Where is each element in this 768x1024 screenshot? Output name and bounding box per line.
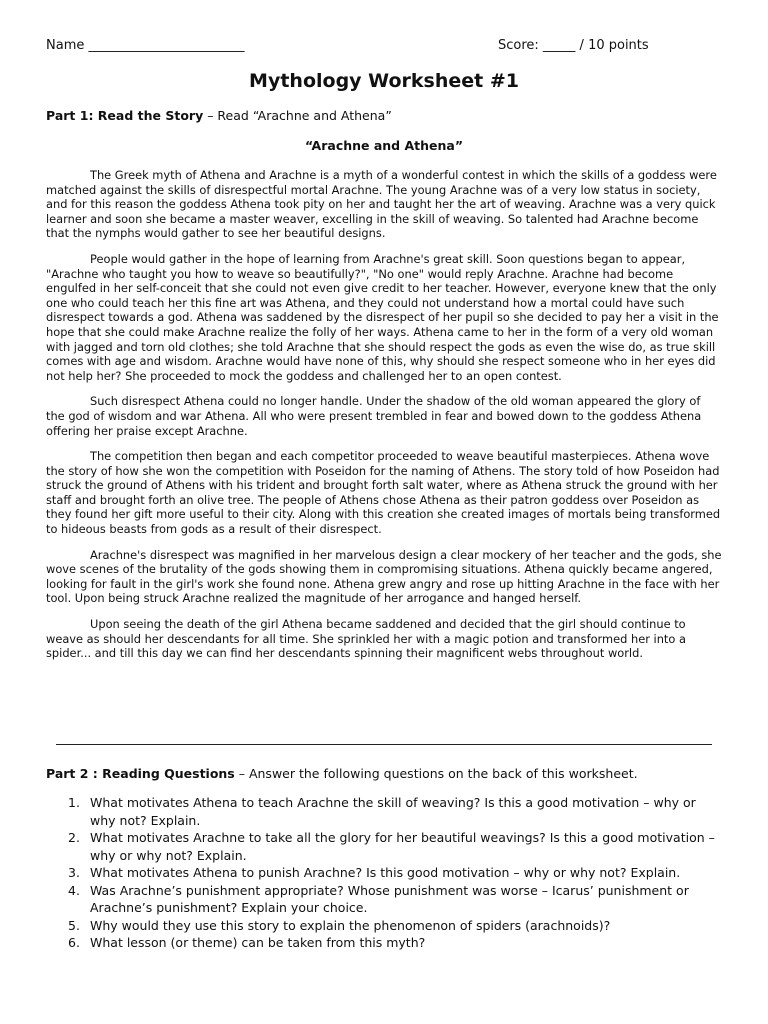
part2-label: Part 2 : Reading Questions: [46, 766, 235, 781]
story-paragraph: People would gather in the hope of learning from Arachne's great skill. Soon questions began to appear, "Arachne who taught you how to weave so beautifully?", "No one" would reply Arachne. Arachne had become engulfed in her self-conceit that she could not even give credit to her teacher. However, everyone knew that the only one who could teach her this fine art was Athena, and they could not understand how a mortal could have such disrespect towards a god. Athena was saddened by the disrespect of her pupil so she decided to pay her a visit in the hope that she could make Arachne realize the folly of her ways. Athena came to her in the form of a very old woman with jagged and torn old clothes; she told Arachne that she should respect the gods as even the wise do, as true skill comes with age and wisdom. Arachne would have none of this, why should she respect someone who in her eyes did not help her? She proceeded to mock the goddess and challenged her to an open contest.: [46, 251, 719, 383]
part2-heading: [46, 766, 638, 781]
question-number: 1.: [68, 795, 80, 810]
score-field-label: Score: _____ / 10 points: [498, 38, 649, 53]
question-number: 3.: [68, 865, 80, 880]
question-text: Was Arachne’s punishment appropriate? Whose punishment was worse – Icarus’ punishment or Arachne’s punishment? Explain your choice.: [90, 882, 689, 915]
question-item: [46, 934, 722, 952]
part1-instruction: – Read “Arachne and Athena”: [203, 108, 392, 123]
question-list: [46, 794, 722, 952]
story-paragraph: The Greek myth of Athena and Arachne is a myth of a wonderful contest in which the skills of a goddess were matched against the skills of disrespectful mortal Arachne. The young Arachne was of a very low status in society, and for this reason the goddess Athena took pity on her and taught her the art of weaving. Arachne was a very quick learner and soon she became a master weaver, excelling in the skill of weaving. So talented had Arachne become that the nymphs would gather to see her beautiful designs.: [46, 168, 717, 241]
question-text: What lesson (or theme) can be taken from this myth?: [90, 935, 426, 950]
name-field-label: Name ________________________: [46, 38, 245, 53]
story-body: [46, 168, 722, 672]
question-number: 6.: [68, 935, 80, 950]
question-item: [46, 829, 722, 864]
question-text: What motivates Arachne to take all the glory for her beautiful weavings? Is this a good motivation – why or why not? Explain.: [90, 830, 715, 863]
story-paragraph: Upon seeing the death of the girl Athena became saddened and decided that the girl should continue to weave as should her descendants for all time. She sprinkled her with a magic potion and transformed her into a spider... and till this day we can find her descendants spinning their magnificent webs throughout world.: [46, 617, 686, 661]
question-text: What motivates Athena to punish Arachne? Is this good motivation – why or why not? Explain.: [90, 865, 681, 880]
question-text: Why would they use this story to explain the phenomenon of spiders (arachnoids)?: [90, 917, 611, 933]
part1-heading: [46, 108, 392, 123]
question-item: [46, 794, 722, 829]
question-text: What motivates Athena to teach Arachne the skill of weaving? Is this a good motivation – why or why not? Explain.: [90, 795, 696, 828]
part2-instruction: – Answer the following questions on the back of this worksheet.: [234, 766, 638, 781]
header-row: [46, 38, 722, 56]
question-number: 4.: [68, 882, 80, 898]
part1-label: Part 1: Read the Story: [46, 108, 204, 123]
page-title: Mythology Worksheet #1: [249, 70, 519, 92]
section-divider: [56, 744, 712, 745]
question-number: 2.: [68, 830, 80, 845]
story-paragraph: Such disrespect Athena could no longer handle. Under the shadow of the old woman appeared the glory of the god of wisdom and war Athena. All who were present trembled in fear and bowed down to the goddess Athena offering her praise except Arachne.: [46, 394, 702, 438]
question-number: 5.: [68, 917, 80, 933]
question-item: [46, 864, 722, 882]
question-item: [46, 882, 722, 917]
story-title: “Arachne and Athena”: [304, 138, 464, 153]
story-paragraph: Arachne's disrespect was magnified in her marvelous design a clear mockery of her teacher and the gods, she wove scenes of the brutality of the gods showing them in compromising situations. Athena quickly became angered, looking for fault in the girl's work she found none. Athena grew angry and rose up hitting Arachne in the face with her tool. Upon being struck Arachne realized the magnitude of her arrogance and hanged herself.: [46, 547, 722, 606]
story-paragraph: The competition then began and each competitor proceeded to weave beautiful masterpieces. Athena wove the story of how she won the competition with Poseidon for the naming of Athens. The story told of how Poseidon had struck the ground of Athens with his trident and brought forth salt water, where as Athena struck the ground with her staff and brought forth an olive tree. The people of Athens chose Athena as their patron goddess over Poseidon as they found her gift more useful to their city. Along with this creation she created images of mortals being transformed to hideous beasts from gods as a result of their disrespect.: [46, 449, 721, 537]
question-item: [46, 917, 722, 935]
